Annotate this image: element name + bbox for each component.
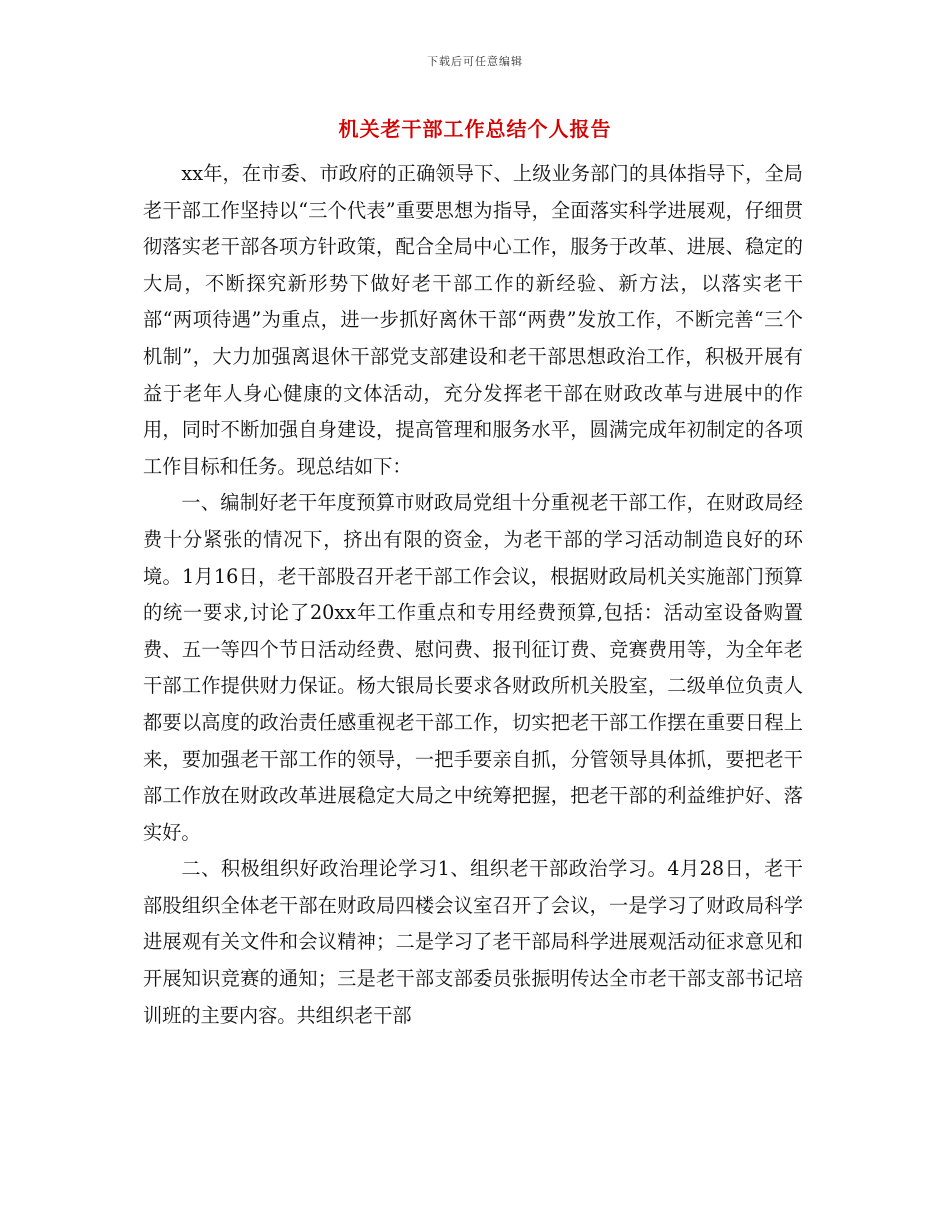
document-title: 机关老干部工作总结个人报告 — [338, 117, 612, 141]
document-body — [143, 156, 803, 1034]
paragraph-intro: xx年，在市委、市政府的正确领导下、上级业务部门的具体指导下，全局老干部工作坚持以“三个代表”重要思想为指导，全面落实科学进展观，仔细贯彻落实老干部各项方针政策，配合全局中心工作，服务于改革、进展、稳定的大局，不断探究新形势下做好老干部工作的新经验、新方法，以落实老干部“两项待遇”为重点，进一步抓好离休干部“两费”发放工作，不断完善“三个机制”，大力加强离退休干部党支部建设和老干部思想政治工作，积极开展有益于老年人身心健康的文体活动，充分发挥老干部在财政改革与进展中的作用，同时不断加强自身建设，提高管理和服务水平，圆满完成年初制定的各项工作目标和任务。现总结如下： — [143, 162, 803, 478]
header-note: 下载后可任意编辑 — [427, 55, 523, 68]
paragraph-budget: 一、编制好老干年度预算市财政局党组十分重视老干部工作，在财政局经费十分紧张的情况下，挤出有限的资金，为老干部的学习活动制造良好的环境。1月16日，老干部股召开老干部工作会议，根据财政局机关实施部门预算的统一要求,讨论了20xx年工作重点和专用经费预算,包括：活动室设备购置费、五一等四个节日活动经费、慰问费、报刊征订费、竞赛费用等，为全年老干部工作提供财力保证。杨大银局长要求各财政所机关股室，二级单位负责人都要以高度的政治责任感重视老干部工作，切实把老干部工作摆在重要日程上来，要加强老干部工作的领导，一把手要亲自抓，分管领导具体抓，要把老干部工作放在财政改革进展稳定大局之中统筹把握，把老干部的利益维护好、落实好。 — [143, 491, 803, 844]
paragraph-study: 二、积极组织好政治理论学习1、组织老干部政治学习。4月28日，老干部股组织全体老干部在财政局四楼会议室召开了会议，一是学习了财政局科学进展观有关文件和会议精神；二是学习了老干部局科学进展观活动征求意见和开展知识竞赛的通知；三是老干部支部委员张振明传达全市老干部支部书记培训班的主要内容。共组织老干部 — [143, 857, 803, 1027]
